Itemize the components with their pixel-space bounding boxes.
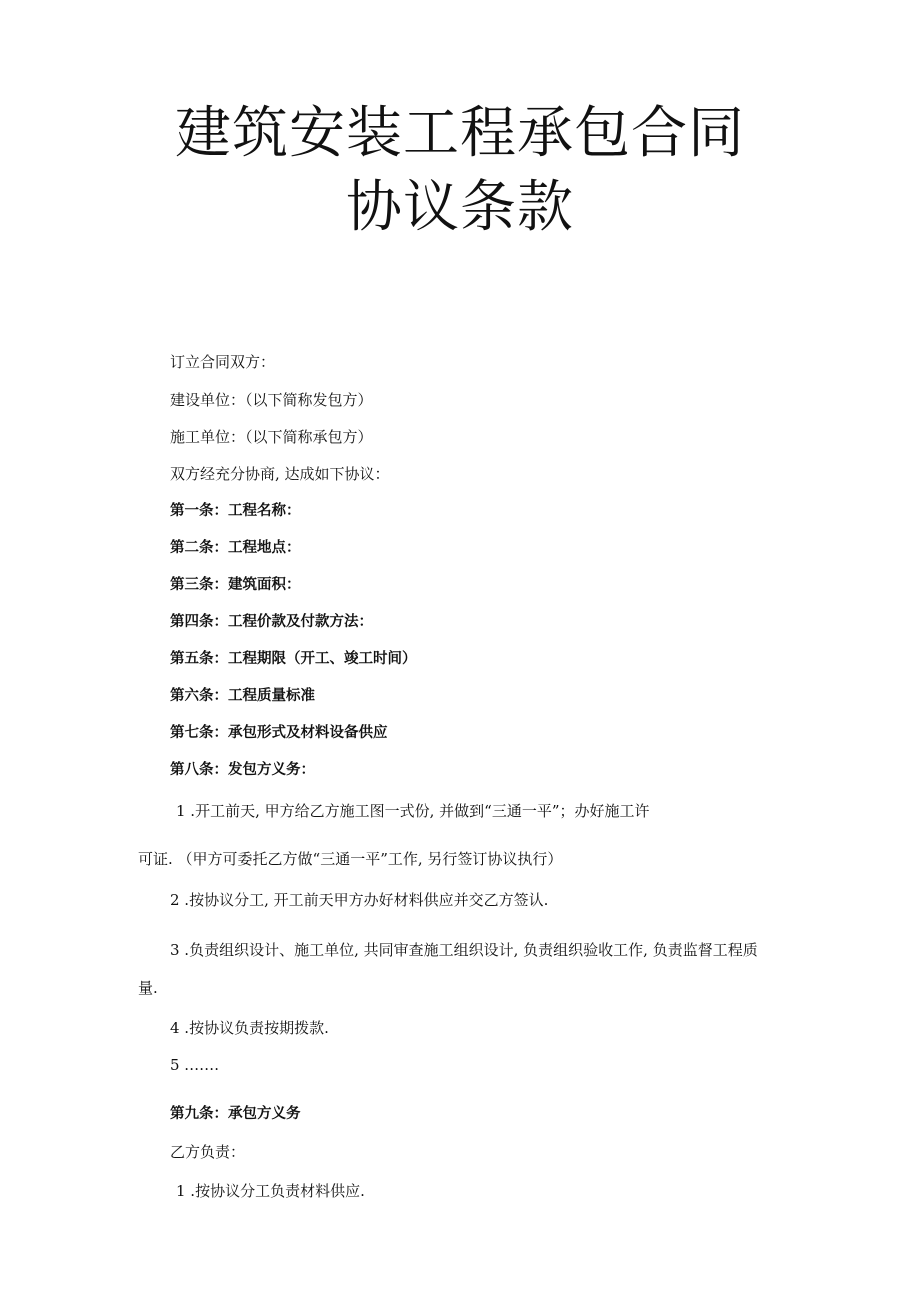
intro-contractor: 施工单位：（以下简称承包方） <box>170 428 373 446</box>
contractor-duties-lead: 乙方负责： <box>170 1143 246 1161</box>
owner-duty-1-line-2: 可证. （甲方可委托乙方做“三通一平”工作, 另行签订协议执行） <box>138 850 563 868</box>
document-title-line-1: 建筑安装工程承包合同 <box>175 101 745 166</box>
owner-duty-5: 5 .…… <box>170 1056 220 1074</box>
article-7: 第七条：承包形式及材料设备供应 <box>170 725 388 741</box>
article-8: 第八条：发包方义务： <box>170 762 315 778</box>
owner-duty-3-line-2: 量. <box>138 979 158 997</box>
article-5: 第五条：工程期限（开工、竣工时间） <box>170 651 417 667</box>
intro-agreement: 双方经充分协商, 达成如下协议： <box>170 465 390 483</box>
contractor-duty-1: 1 .按协议分工负责材料供应. <box>176 1182 365 1200</box>
intro-builder: 建设单位：（以下简称发包方） <box>170 391 373 409</box>
owner-duty-4: 4 .按协议负责按期拨款. <box>170 1019 329 1037</box>
article-6: 第六条：工程质量标准 <box>170 688 315 704</box>
article-3: 第三条：建筑面积： <box>170 577 301 593</box>
article-4: 第四条：工程价款及付款方法： <box>170 614 373 630</box>
article-9: 第九条：承包方义务 <box>170 1106 301 1122</box>
owner-duty-1-line-1: 1 .开工前天, 甲方给乙方施工图一式份, 并做到“三通一平”；办好施工许 <box>176 802 650 820</box>
owner-duty-2: 2 .按协议分工, 开工前天甲方办好材料供应并交乙方签认. <box>170 891 549 909</box>
article-2: 第二条：工程地点： <box>170 540 301 556</box>
intro-parties: 订立合同双方： <box>170 353 276 371</box>
document-title-line-2: 协议条款 <box>346 175 574 240</box>
article-1: 第一条：工程名称： <box>170 503 301 519</box>
owner-duty-3-line-1: 3 .负责组织设计、施工单位, 共同审查施工组织设计, 负责组织验收工作, 负责监督工程质 <box>170 941 758 959</box>
